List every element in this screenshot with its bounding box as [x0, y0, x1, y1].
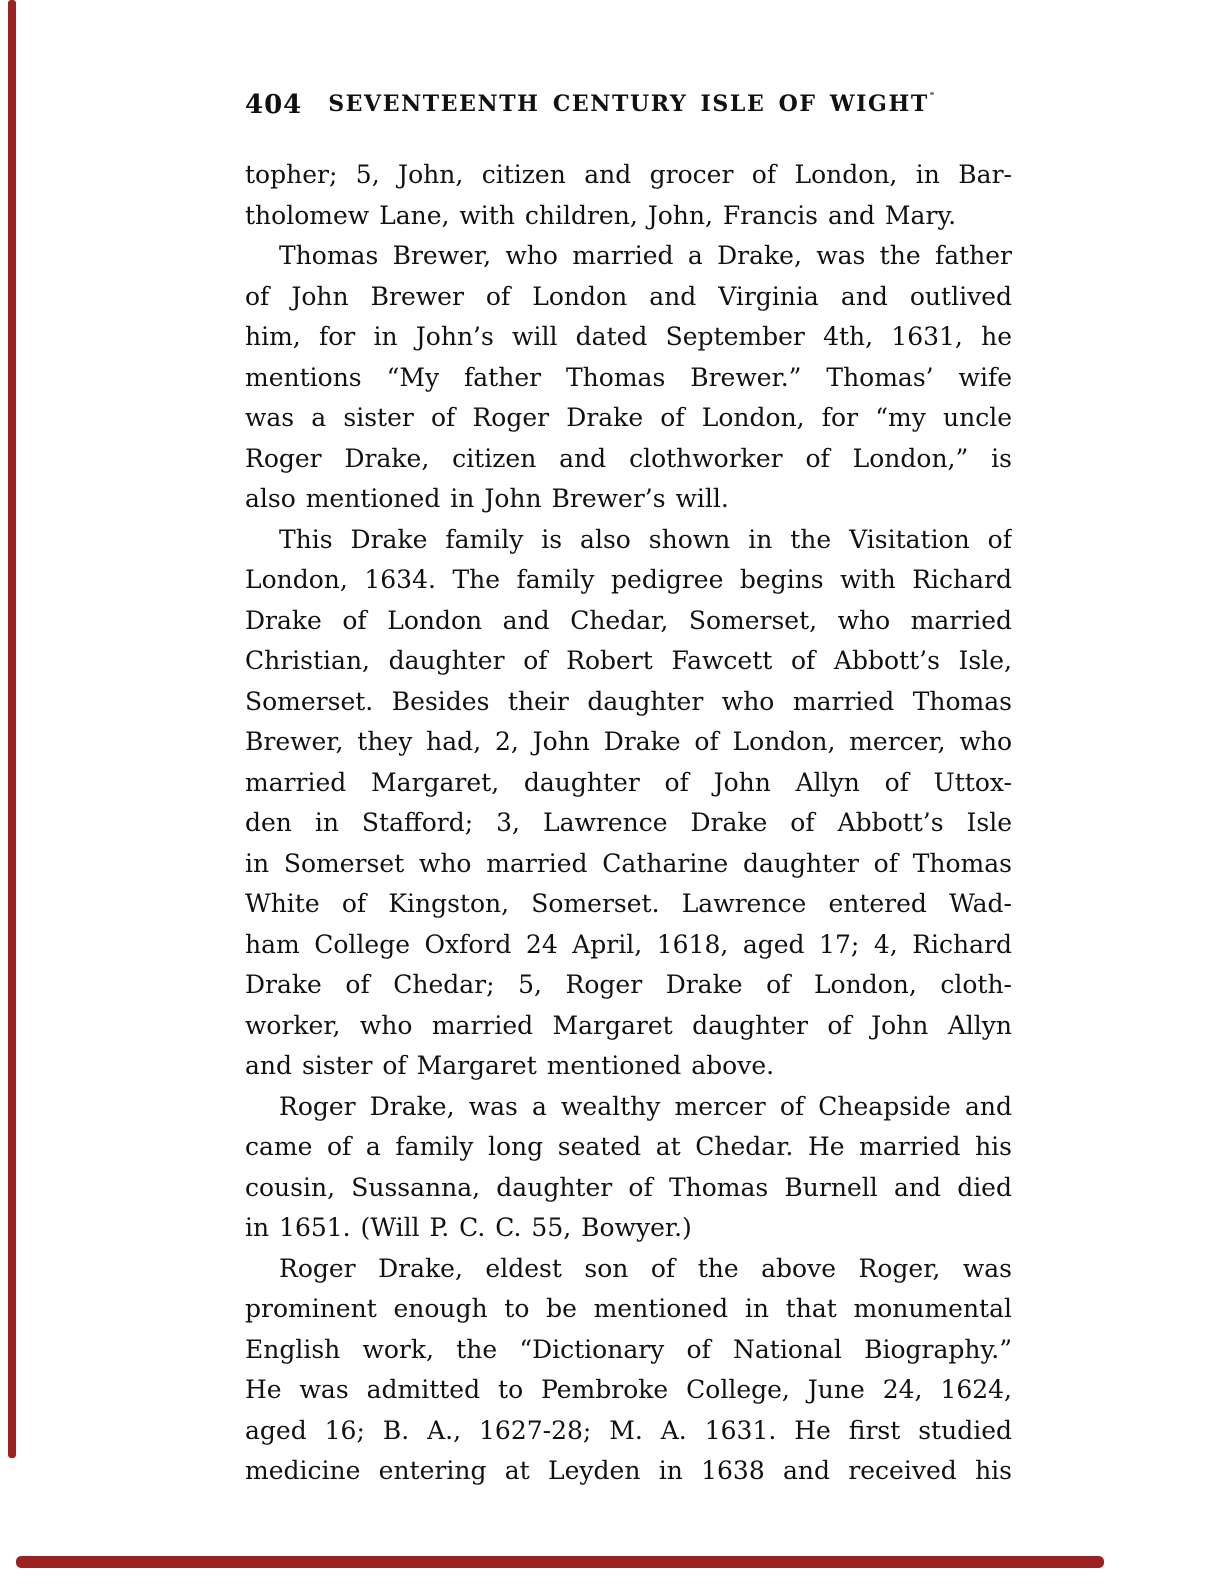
scan-edge-bottom [16, 1556, 1104, 1568]
text-line: mentions “My father Thomas Brewer.” Thomas’ wife [245, 362, 1012, 392]
text-line: Roger Drake, was a wealthy mercer of Cheapside and [279, 1091, 1012, 1121]
text-line: Somerset. Besides their daughter who married Thomas [245, 686, 1012, 716]
text-line: Roger Drake, eldest son of the above Roger, was [279, 1253, 1012, 1283]
text-line: cousin, Sussanna, daughter of Thomas Burnell and died [245, 1172, 1012, 1202]
text-line: in Somerset who married Catharine daughter of Thomas [245, 848, 1012, 878]
scan-edge-left [8, 0, 16, 1458]
text-line: married Margaret, daughter of John Allyn of Uttox- [245, 767, 1012, 797]
text-line: White of Kingston, Somerset. Lawrence entered Wad- [245, 889, 1012, 918]
text-line: Drake of Chedar; 5, Roger Drake of London, cloth- [245, 970, 1012, 999]
text-line: and sister of Margaret mentioned above. [245, 1051, 775, 1080]
text-line: Christian, daughter of Robert Fawcett of Abbott’s Isle, [245, 646, 1012, 675]
body-text [245, 155, 1012, 1492]
text-line: medicine entering at Leyden in 1638 and received his [245, 1456, 1012, 1485]
text-line: He was admitted to Pembroke College, June 24, 1624, [245, 1375, 1012, 1404]
text-line: topher; 5, John, citizen and grocer of London, in Bar- [245, 160, 1012, 189]
text-line: aged 16; B. A., 1627-28; M. A. 1631. He first studied [245, 1415, 1012, 1445]
text-line: London, 1634. The family pedigree begins with Richard [245, 565, 1012, 594]
text-line: Thomas Brewer, who married a Drake, was the father [279, 241, 1012, 270]
text-line: Roger Drake, citizen and clothworker of London,” is [245, 443, 1012, 473]
text-line: Brewer, they had, 2, John Drake of London, mercer, who [245, 727, 1012, 756]
text-line: was a sister of Roger Drake of London, for “my uncle [245, 403, 1012, 432]
text-line: prominent enough to be mentioned in that monumental [245, 1294, 1012, 1323]
text-line: of John Brewer of London and Virginia and outlived [245, 281, 1012, 311]
text-line: also mentioned in John Brewer’s will. [245, 484, 729, 513]
text-line: den in Stafford; 3, Lawrence Drake of Abbott’s Isle [245, 808, 1012, 837]
running-title: SEVENTEENTH CENTURY ISLE OF WIGHT [328, 91, 929, 117]
text-line: worker, who married Margaret daughter of John Allyn [245, 1010, 1012, 1040]
text-line: him, for in John’s will dated September 4th, 1631, he [245, 322, 1012, 351]
page-header [245, 88, 1012, 122]
text-line: Drake of London and Chedar, Somerset, who married [245, 605, 1012, 635]
text-line: came of a family long seated at Chedar. He married his [245, 1132, 1012, 1161]
text-line: in 1651. (Will P. C. C. 55, Bowyer.) [245, 1213, 692, 1242]
text-line: This Drake family is also shown in the Visitation of [279, 524, 1012, 554]
text-line: English work, the “Dictionary of National Biography.” [245, 1334, 1012, 1364]
page-number: 404 [245, 90, 303, 120]
text-line: ham College Oxford 24 April, 1618, aged 17; 4, Richard [245, 929, 1012, 959]
ink-speck [930, 92, 934, 95]
text-line: tholomew Lane, with children, John, Francis and Mary. [245, 200, 957, 230]
